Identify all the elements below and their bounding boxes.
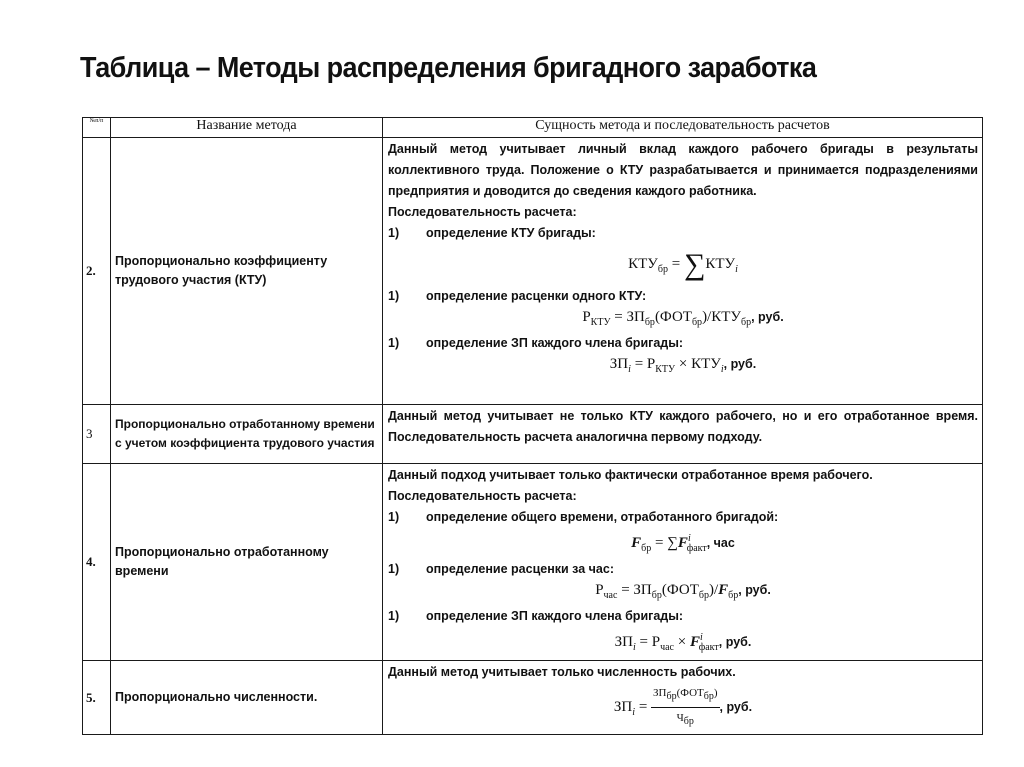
method-description	[383, 405, 983, 464]
step: 1) определение КТУ бригады:	[388, 226, 596, 240]
table-row	[83, 661, 983, 735]
table-header-row	[83, 118, 983, 138]
formula-headcount-pay: $ЗП_i$ = $\frac{ЗП_{бр}(ФОТ_{бр})}{Ч_{бр}}$ , руб.	[388, 683, 978, 732]
method-description	[383, 464, 983, 661]
row-number: 5.	[83, 661, 111, 735]
method-name: Пропорционально отработанному времени с учетом коэффициента трудового участия	[111, 405, 383, 464]
description-intro: Данный метод учитывает только численность рабочих.	[388, 665, 736, 679]
sequence-label: Последовательность расчета:	[388, 489, 577, 503]
formula-member-pay: $ЗП_i = P_{КТУ} \times КТУ_i$, руб.	[609, 356, 757, 375]
step: 1) определение общего времени, отработанного бригадой:	[388, 510, 779, 524]
step: 1) определение ЗП каждого члена бригады:	[388, 336, 684, 350]
formula-brigade-time: $F_{бр} = \sum F^i_{факт}$, час	[631, 533, 735, 554]
formula-member-pay: $ЗП_i = P_{час} \times F^i_{факт}$, руб.	[614, 632, 752, 653]
description-intro: Данный метод учитывает не только КТУ каждого рабочего, но и его отработанное время. Последовательность расчета аналогична первому подходу.	[388, 409, 978, 444]
formula-ktu-rate: $P_{КТУ} = ЗП_{бр}(ФОТ_{бр})/КТУ_{бр}$, руб.	[582, 309, 784, 328]
header-name: Название метода	[111, 118, 383, 138]
step: 1) определение ЗП каждого члена бригады:	[388, 609, 684, 623]
row-number: 3	[83, 405, 111, 464]
description-intro: Данный метод учитывает личный вклад каждого рабочего бригады в результаты коллективного труда. Положение о КТУ разрабатывается и принимается подразделениями предприятия и доводится до сведения каждого работника.	[388, 142, 978, 198]
row-number: 2.	[83, 138, 111, 405]
formula-hour-rate: $P_{час} = ЗП_{бр}(ФОТ_{бр})/F_{бр}$, руб.	[595, 582, 771, 601]
method-description	[383, 138, 983, 405]
method-name: Пропорционально численности.	[111, 661, 383, 735]
methods-table	[82, 117, 983, 735]
description-intro: Данный подход учитывает только фактически отработанное время рабочего.	[388, 468, 873, 482]
page-title: Таблица – Методы распределения бригадного заработка	[80, 52, 817, 84]
sequence-label: Последовательность расчета:	[388, 205, 577, 219]
step: 1) определение расценки за час:	[388, 562, 614, 576]
fraction: $\frac{ЗП_{бр}(ФОТ_{бр})}{Ч_{бр}}$	[651, 683, 719, 732]
table-row	[83, 464, 983, 661]
header-desc: Сущность метода и последовательность расчетов	[383, 118, 983, 138]
row-number: 4.	[83, 464, 111, 661]
method-description	[383, 661, 983, 735]
step: 1) определение расценки одного КТУ:	[388, 289, 647, 303]
method-name: Пропорционально отработанному времени	[111, 464, 383, 661]
method-name: Пропорционально коэффициенту трудового участия (КТУ)	[111, 138, 383, 405]
table-row	[83, 138, 983, 405]
formula-ktu-brigade: $КТУ_{бр} = \sum КТУ_i$	[628, 248, 738, 281]
sum-symbol: ∑	[683, 248, 706, 281]
table-row	[83, 405, 983, 464]
header-num: №п/п	[83, 118, 111, 138]
